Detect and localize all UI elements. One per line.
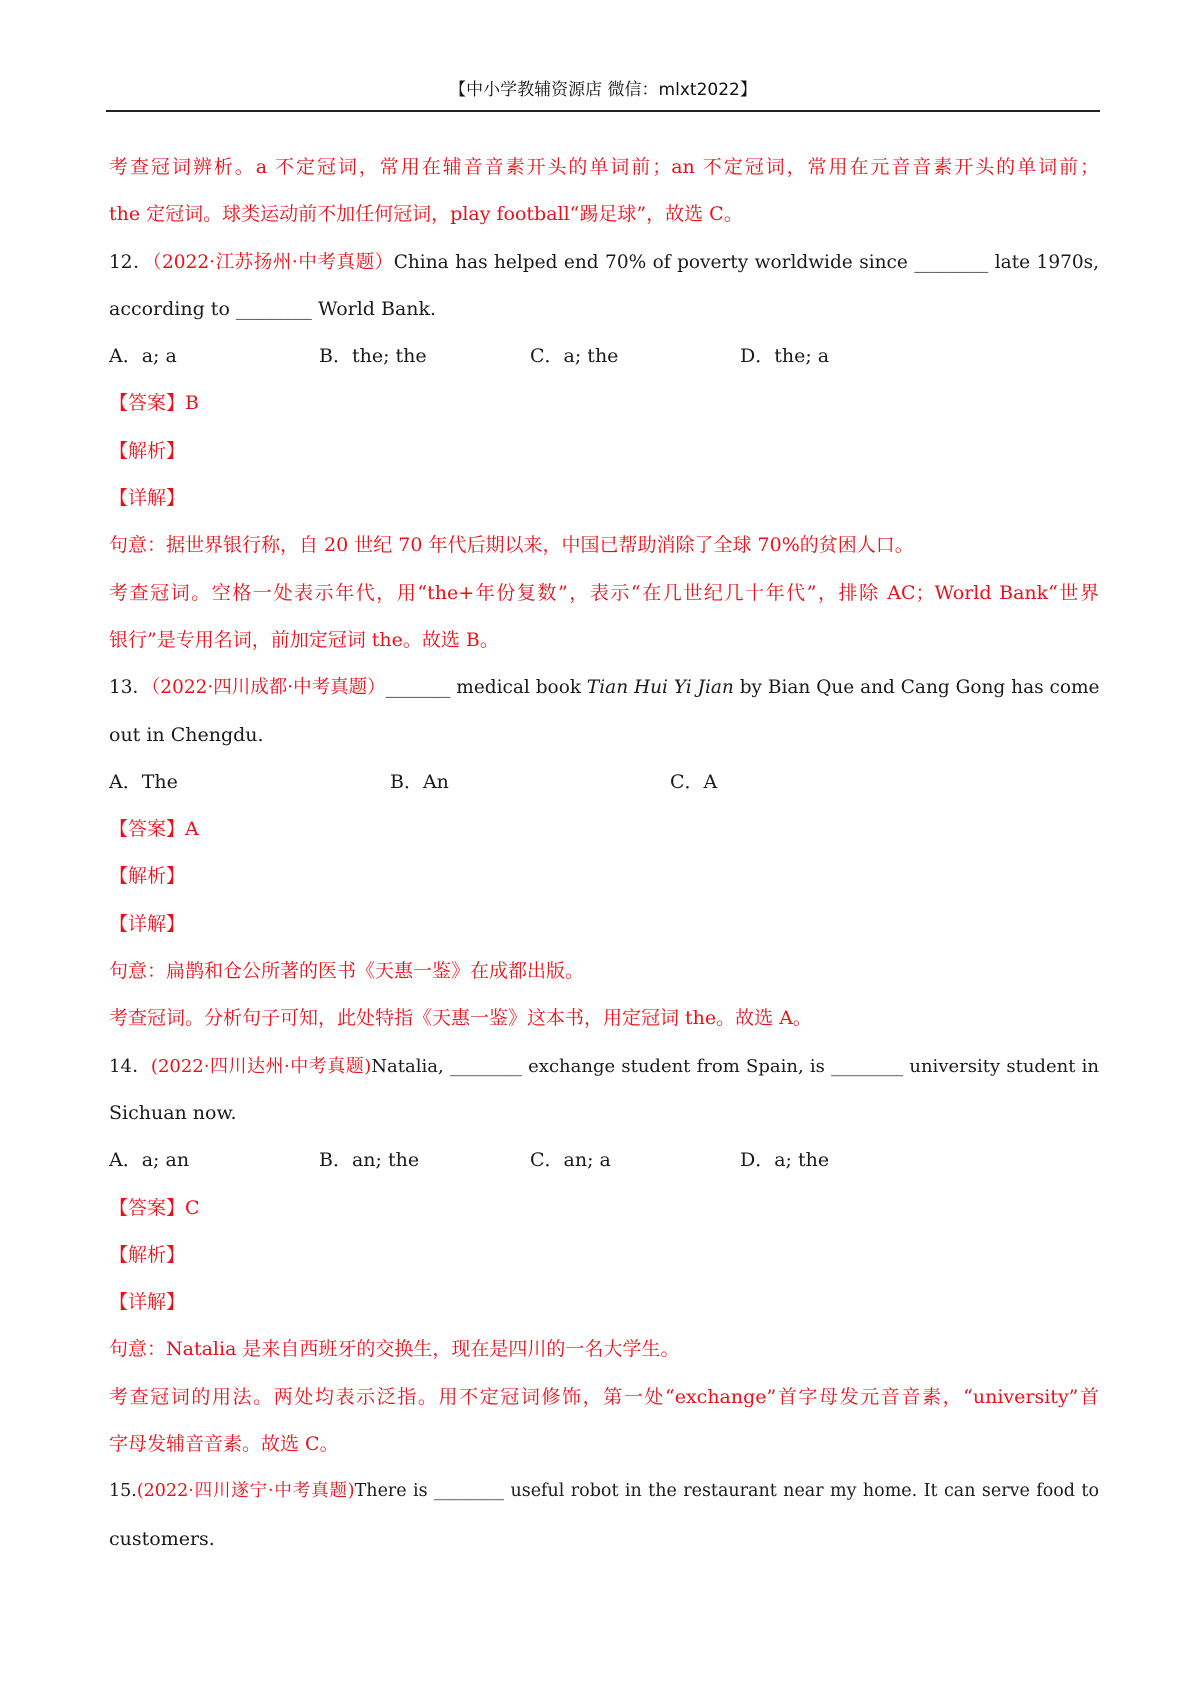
sentence-meaning: 句意：据世界银行称，自 20 世纪 70 年代后期以来，中国已帮助消除了全球 70%的贫困人口。 [109, 534, 914, 557]
header-rule [106, 110, 1100, 112]
question-text: Natalia, ________ exchange student from Spain, is ________ university student in [371, 1055, 1100, 1077]
question-text-post: by Bian Que and Cang Gong has come [733, 677, 1100, 699]
question-source: (2022·四川达州·中考真题) [150, 1055, 372, 1077]
analysis-line-2: 字母发辅音音素。故选 C。 [109, 1433, 339, 1456]
analysis-label: 【解析】 [109, 439, 186, 462]
analysis-label: 【解析】 [109, 1243, 186, 1266]
question-14-line-2: Sichuan now. [109, 1101, 237, 1124]
question-text: There is ________ useful robot in the restaurant near my home. It can serve food to [354, 1481, 1099, 1502]
question-text: China has helped end 70% of poverty worldwide since ________ late 1970s, [393, 251, 1100, 273]
question-12-line-2: according to ________ World Bank. [109, 297, 437, 320]
detail-label: 【详解】 [109, 912, 186, 935]
option-c: C．a; the [530, 345, 619, 368]
option-b: B．An [390, 770, 449, 793]
question-12-options [109, 333, 1099, 380]
answer-label: 【答案】A [109, 818, 199, 841]
question-source: （2022·江苏扬州·中考真题） [152, 251, 394, 273]
option-c: C．A [670, 770, 718, 793]
page-header: 【中小学教辅资源店 微信：mlxt2022】 [449, 80, 757, 100]
option-d: D．the; a [740, 345, 830, 368]
analysis-line-1: 考查冠词。空格一处表示年代，用“the+年份复数”，表示“在几世纪几十年代”，排除 AC；World Bank“世界 [109, 581, 1099, 604]
sentence-meaning: 句意：扁鹊和仓公所著的医书《天惠一鉴》在成都出版。 [109, 960, 585, 983]
question-source: (2022·四川遂宁·中考真题) [136, 1481, 355, 1502]
book-title: Tian Hui Yi Jian [586, 677, 734, 699]
document-body [109, 144, 1099, 1563]
question-text-pre: _______ medical book [385, 677, 587, 699]
question-number: 12． [109, 251, 153, 273]
answer-label: 【答案】C [109, 1196, 200, 1219]
question-source: （2022·四川成都·中考真题） [151, 677, 386, 699]
question-number: 13． [109, 677, 152, 699]
detail-label: 【详解】 [109, 1291, 186, 1314]
option-a: A．a; an [109, 1149, 190, 1172]
prev-analysis-line-1: 考查冠词辨析。a 不定冠词，常用在辅音音素开头的单词前；an 不定冠词，常用在元音音素开头的单词前； [109, 156, 1099, 178]
option-a: A．The [109, 770, 178, 793]
question-13-line-1 [109, 664, 1099, 711]
analysis-line-2: 银行”是专用名词，前加定冠词 the。故选 B。 [109, 628, 499, 651]
question-15-line-1 [109, 1468, 1099, 1515]
option-a: A．a; a [109, 345, 177, 368]
question-13-line-2: out in Chengdu. [109, 723, 264, 746]
detail-label: 【详解】 [109, 487, 186, 510]
analysis-label: 【解析】 [109, 865, 186, 888]
question-15-line-2: customers. [109, 1527, 215, 1550]
question-13-options [109, 759, 1099, 806]
answer-label: 【答案】B [109, 392, 199, 415]
option-b: B．the; the [319, 345, 427, 368]
option-c: C．an; a [530, 1149, 611, 1172]
prev-analysis-line-2: the 定冠词。球类运动前不加任何冠词，play football“踢足球”，故选 C。 [109, 203, 743, 226]
option-d: D．a; the [740, 1149, 830, 1172]
question-number: 14． [109, 1055, 151, 1077]
question-14-line-1 [109, 1043, 1099, 1090]
option-b: B．an; the [319, 1149, 420, 1172]
analysis-line-1: 考查冠词。分析句子可知，此处特指《天惠一鉴》这本书，用定冠词 the。故选 A。 [109, 1007, 812, 1030]
question-number: 15. [109, 1481, 137, 1502]
question-12-line-1 [109, 239, 1099, 286]
question-14-options [109, 1137, 1099, 1184]
analysis-line-1: 考查冠词的用法。两处均表示泛指。用不定冠词修饰，第一处“exchange”首字母发元音音素，“university”首 [109, 1385, 1099, 1408]
sentence-meaning: 句意：Natalia 是来自西班牙的交换生，现在是四川的一名大学生。 [109, 1338, 680, 1361]
